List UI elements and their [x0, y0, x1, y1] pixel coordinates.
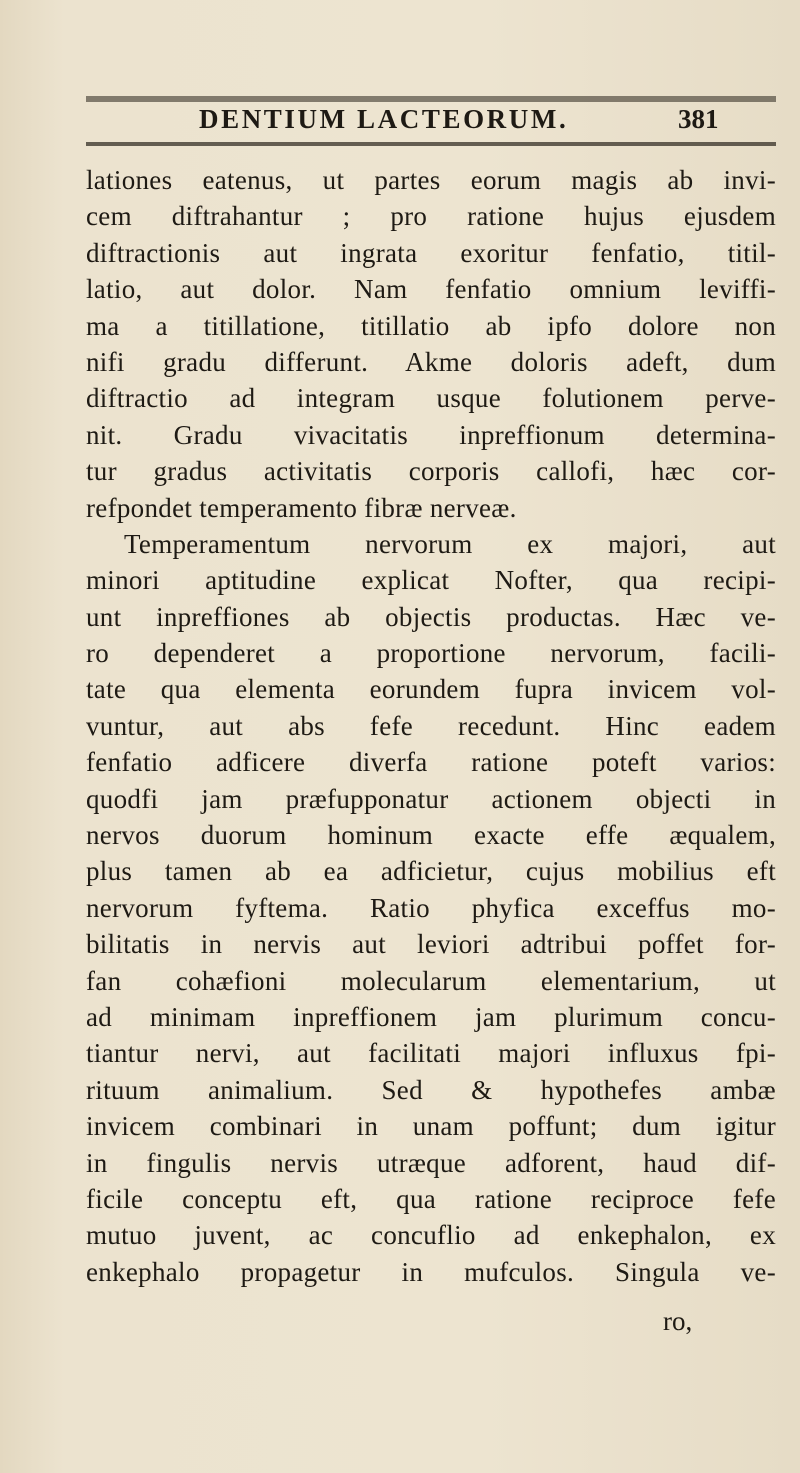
page-number: 381 [678, 104, 719, 134]
catchword: ro, [663, 1306, 693, 1336]
text-line: vuntur, aut abs fefe recedunt. Hinc eadem [86, 710, 776, 741]
paragraph-start-line: Temperamentum nervorum ex majori, aut [124, 528, 776, 559]
text-line: bilitatis in nervis aut leviori adtribui poffet for- [86, 929, 776, 960]
text-line: lationes eatenus, ut partes eorum magis ab invi- [86, 165, 776, 195]
text-line: unt inpreffiones ab objectis productas. Hæc ve- [86, 601, 776, 632]
text-line: tiantur nervi, aut facilitati majori influxus fpi- [86, 1038, 776, 1069]
text-line: tate qua elementa eorundem fupra invicem vol- [86, 674, 776, 705]
page-header [86, 104, 776, 144]
text-line: ad minimam inpreffionem jam plurimum concu- [86, 1001, 776, 1032]
text-line: nifi gradu differunt. Akme doloris adeft, dum [86, 346, 776, 377]
text-line: mutuo juvent, ac concuflio ad enkephalon, ex [86, 1220, 776, 1251]
text-line: in fingulis nervis utræque adforent, haud dif- [86, 1147, 776, 1178]
text-line: enkephalo propagetur in mufculos. Singula ve- [86, 1256, 776, 1287]
text-line: ma a titillatione, titillatio ab ipfo dolore non [86, 310, 776, 341]
text-line: fenfatio adficere diverfa ratione poteft varios: [86, 747, 776, 778]
text-line: diftractio ad integram usque folutionem perve- [86, 383, 776, 414]
text-line: nervos duorum hominum exacte effe æqualem, [86, 820, 776, 851]
text-line: plus tamen ab ea adficietur, cujus mobilius eft [86, 856, 776, 887]
text-line: latio, aut dolor. Nam fenfatio omnium leviffi- [86, 274, 776, 305]
text-line: cem diftrahantur ; pro ratione hujus ejusdem [86, 201, 776, 232]
text-line: tur gradus activitatis corporis callofi, hæc cor- [86, 456, 776, 487]
text-line: ficile conceptu eft, qua ratione reciproce fefe [86, 1183, 776, 1214]
text-line: diftractionis aut ingrata exoritur fenfatio, titil- [86, 237, 776, 268]
text-line: minori aptitudine explicat Nofter, qua recipi- [86, 565, 776, 596]
body-text [86, 162, 776, 1290]
running-title: DENTIUM LACTEORUM. [199, 104, 569, 134]
text-line: fan cohæfioni molecularum elementarium, ut [86, 965, 776, 996]
text-line: nit. Gradu vivacitatis inpreffionum determina- [86, 419, 776, 450]
header-rule-top [86, 96, 776, 102]
text-line: refpondet temperamento fibræ nerveæ. [86, 492, 517, 523]
text-line: ro dependeret a proportione nervorum, facili- [86, 638, 776, 669]
text-line: nervorum fyftema. Ratio phyfica exceffus mo- [86, 892, 776, 923]
header-rule-bottom [86, 142, 776, 146]
text-line: invicem combinari in unam poffunt; dum igitur [86, 1111, 776, 1142]
text-line: rituum animalium. Sed & hypothefes ambæ [86, 1074, 776, 1105]
text-line: quodfi jam præfupponatur actionem objecti in [86, 783, 776, 814]
